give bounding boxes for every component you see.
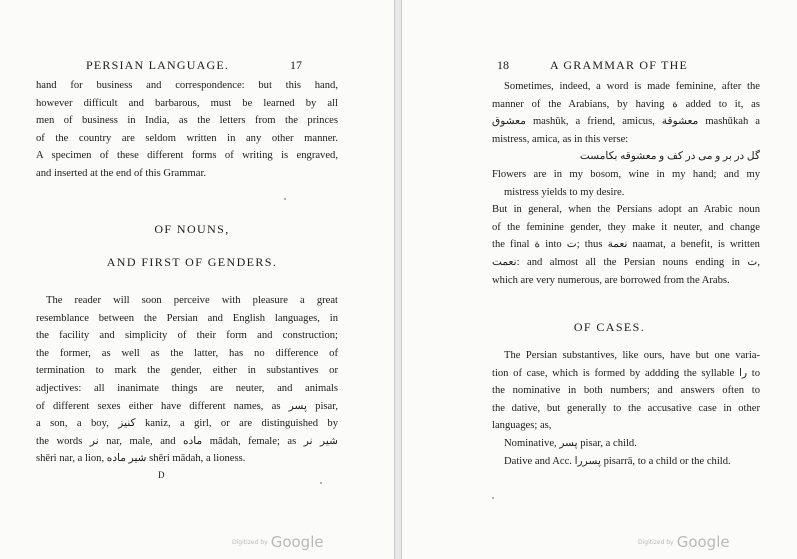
paper-speck xyxy=(320,482,322,484)
text-line: نعمت: and almost all the Persian nouns ending in ت, xyxy=(492,256,760,268)
example-nominative: Nominative, پسر pisar, a child. xyxy=(504,437,637,449)
text-line: manner of the Arabians, by having ة added to it, as xyxy=(492,98,760,110)
text-line: of the country are seldom written in any other manner. xyxy=(36,132,338,144)
text-line: resemblance between the Persian and English languages, in xyxy=(36,312,338,324)
text-line: hand for business and correspondence: but this hand, xyxy=(36,80,338,91)
intro-paragraph xyxy=(36,77,338,183)
text-line: Flowers are in my bosom, wine in my hand; and my xyxy=(492,168,760,180)
section-heading: OF NOUNS, xyxy=(154,222,230,236)
text-line: The Persian substantives, like ours, have but one varia- xyxy=(504,350,760,361)
page-number: 17 xyxy=(290,58,302,72)
google-watermark xyxy=(232,533,324,551)
text-line: shēri nar, a lion, شیر ماده shēri mādah, a lioness. xyxy=(36,453,246,465)
google-watermark xyxy=(638,533,730,551)
section-heading: OF CASES. xyxy=(573,320,646,334)
paper-speck xyxy=(284,198,286,200)
text-line: the words نر nar, male, and ماده mādah, female; as شیر نر xyxy=(36,435,338,447)
text-line: and inserted at the end of this Grammar. xyxy=(36,167,207,179)
watermark-logo-text: Google xyxy=(270,533,324,551)
text-line: mistress, amica, as in this verse: xyxy=(492,133,629,145)
signature-mark: D xyxy=(158,470,166,480)
cases-paragraph xyxy=(492,347,760,470)
watermark-caption: Digitized by xyxy=(638,539,674,546)
page-header xyxy=(402,58,797,76)
page-number: 18 xyxy=(497,58,509,72)
text-line: mistress yields to my desire. xyxy=(504,186,625,198)
paper-speck xyxy=(492,497,494,499)
feminine-paragraph xyxy=(492,78,760,289)
text-line: معشوق mashūk, a friend, amicus, معشوقة mashūkah a xyxy=(492,116,760,128)
running-title: A GRAMMAR OF THE xyxy=(550,58,688,72)
section-subheading: AND FIRST OF GENDERS. xyxy=(106,255,278,269)
text-line: But in general, when the Persians adopt an Arabic noun xyxy=(492,204,760,216)
text-line: of different sexes either have different names, as پسر pisar, xyxy=(36,400,338,412)
text-line: the nominative in both numbers; and answers often to xyxy=(492,385,760,397)
text-line: however difficult and barbarous, must be learned by all xyxy=(36,97,338,109)
text-line: A specimen of these different forms of writing is engraved, xyxy=(36,150,338,162)
text-line: men of business in India, as the letters from the princes xyxy=(36,115,338,127)
text-line: of the feminine gender, they make it neuter, and change xyxy=(492,221,760,233)
example-dative: Dative and Acc. پسررا pisarrā, to a child or the child. xyxy=(504,455,731,467)
text-line: the former, as well as the latter, has no difference of xyxy=(36,347,338,359)
text-line: tion of case, which is formed by addding the syllable را to xyxy=(492,367,760,379)
text-line: a son, a boy, کنیز kaniz, a girl, or are distinguished by xyxy=(36,418,339,430)
text-line: the dative, but generally to the accusative case in other xyxy=(492,402,760,414)
text-line: adjectives: all inanimate things are neuter, and animals xyxy=(36,382,338,394)
watermark-logo-text: Google xyxy=(676,533,730,551)
left-page xyxy=(0,0,395,559)
watermark-caption: Digitized by xyxy=(232,539,268,546)
text-line: termination to mark the gender, either in substantives or xyxy=(36,365,338,377)
page-header xyxy=(0,58,394,76)
text-line: languages; as, xyxy=(492,420,552,432)
text-line: The reader will soon perceive with pleasure a great xyxy=(46,295,338,306)
text-line: the final ة into ت; thus نعمة naamat, a benefit, is written xyxy=(492,239,760,251)
text-line: which are very numerous, are borrowed from the Arabs. xyxy=(492,274,730,286)
text-line: Sometimes, indeed, a word is made feminine, after the xyxy=(504,81,760,92)
running-title: PERSIAN LANGUAGE. xyxy=(86,58,230,72)
persian-verse: گل در بر و می در کف و معشوقه بکامست xyxy=(579,151,760,163)
genders-paragraph xyxy=(36,292,338,468)
right-page xyxy=(401,0,797,559)
text-line: the facility and simplicity of their form and construction; xyxy=(36,330,338,342)
